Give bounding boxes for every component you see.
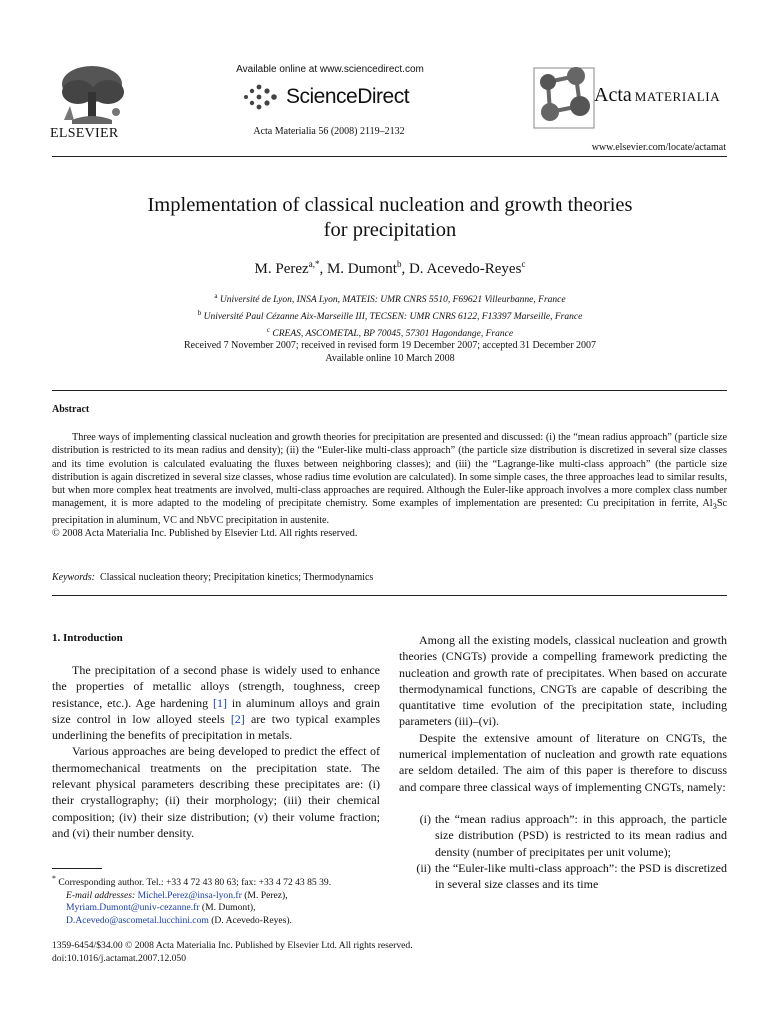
- affiliation-mark: b: [197, 309, 202, 318]
- affiliation-text: CREAS, ASCOMETAL, BP 70045, 57301 Hagondange, France: [272, 329, 514, 340]
- email-label: E-mail addresses:: [66, 889, 136, 901]
- author-separator: ,: [401, 261, 409, 277]
- title-line-2: for precipitation: [323, 219, 457, 241]
- intro-paragraph-4: Despite the extensive amount of literature on CNGTs, the numerical implementation of nucleation and growth rate equations are seldom detailed. The aim of this paper is therefore to discuss and compare three classical ways of implementing CNGTs, namely:: [399, 730, 727, 794]
- article-title: [60, 193, 720, 243]
- author-affiliation-mark[interactable]: c: [521, 259, 526, 269]
- page-footer: [52, 939, 413, 965]
- intro-paragraph-3: Among all the existing models, classical nucleation and growth theories (CNGTs) provide a compelling framework predicting the nucleation and growth rate of precipitates. When based on accurate thermodynamical functions, CNGTs are capable of describing the quantitative time evolution of the precipitation state, including parameters (iii)–(vi).: [399, 633, 727, 729]
- email-link[interactable]: D.Acevedo@ascometal.lucchini.com: [66, 914, 209, 926]
- abstract-top-rule: [52, 390, 727, 391]
- footnote-corresponding: [52, 873, 380, 927]
- list-text: the “mean radius approach”: in this approach, the particle size distribution (PSD) is restricted to its mean radius and density (number of precipitates per unit volume);: [435, 811, 727, 859]
- affiliation-text: Université Paul Cézanne Aix-Marseille III, TECSEN: UMR CNRS 6122, F13397 Marseille, France: [203, 312, 583, 323]
- email-link[interactable]: Michel.Perez@insa-lyon.fr: [137, 889, 242, 901]
- abstract-bottom-rule: [52, 595, 727, 596]
- elsevier-wordmark: ELSEVIER: [50, 126, 119, 141]
- footnote-text: (M. Perez),: [241, 889, 288, 901]
- keywords-text: Classical nucleation theory; Precipitation kinetics; Thermodynamics: [99, 572, 374, 583]
- abstract-text: Sc precipitation in aluminum, VC and NbVC precipitation in austenite.: [52, 498, 727, 526]
- abstract-subscript: 3: [712, 501, 717, 512]
- affiliations: [60, 290, 720, 341]
- affiliation-item: [60, 290, 720, 307]
- acta-materialia-molecule-logo: [528, 62, 600, 134]
- list-number: (i): [419, 811, 431, 826]
- author-affiliation-mark[interactable]: a,*: [308, 259, 320, 269]
- paragraph-text: are two typical examples underlining the benefits of precipitation in metals.: [52, 711, 380, 743]
- footnote-text: Corresponding author. Tel.: +33 4 72 43 80 63; fax: +33 4 72 43 85 39.: [56, 877, 332, 889]
- sciencedirect-logo: [240, 83, 409, 111]
- author-list: [60, 259, 720, 278]
- sciencedirect-dots-icon: [240, 83, 280, 111]
- footnote: [52, 873, 380, 927]
- abstract-text: Three ways of implementing classical nucleation and growth theories for precipitation are presented and discussed: (i) the “mean radius approach” (particle size distribution is restricted to its mean radius and density); (ii) the “Euler-like multi-class approach” (the particle size distribution is discretized in several size classes and its time evolution is calculated evaluating the fluxes between neighboring classes); and (iii) the “Lagrange-like multi-class approach” (the particle size distribution is again discretized in several size classes, whose radius time evolution are calculated). In some simple cases, the three approaches lead to similar results, but when more complex heat treatments are involved, multi-class approaches are required. Although the Euler-like approach involves a more complex class number management, it is more adapted to the modeling of precipitate chemistry. Some examples of implementation are presented: Cu precipitation in ferrite, Al: [52, 432, 727, 510]
- author-name: D. Acevedo-Reyes: [408, 261, 522, 277]
- reference-link[interactable]: [2]: [230, 711, 245, 726]
- paragraph-text: in aluminum alloys and grain size control in low alloyed steels: [52, 695, 380, 726]
- approach-list: [399, 811, 727, 892]
- intro-paragraph-1: [52, 662, 380, 743]
- email-link[interactable]: Myriam.Dumont@univ-cezanne.fr: [66, 902, 200, 914]
- abstract-heading: Abstract: [52, 404, 90, 415]
- doi-line[interactable]: doi:10.1016/j.actamat.2007.12.050: [52, 953, 187, 964]
- author-name: M. Dumont: [326, 261, 397, 277]
- journal-url[interactable]: www.elsevier.com/locate/actamat: [591, 142, 726, 153]
- footnote-text: (M. Dumont),: [199, 902, 256, 914]
- paragraph-text: The precipitation of a second phase is widely used to enhance the properties of metallic alloys (strength, toughness, creep resistance, etc.). Age hardening: [52, 663, 380, 710]
- available-online-text: Available online at www.sciencedirect.com: [236, 64, 424, 75]
- affiliation-text: Université de Lyon, INSA Lyon, MATEIS: UMR CNRS 5510, F69621 Villeurbanne, France: [219, 295, 566, 306]
- available-online-date: Available online 10 March 2008: [325, 353, 455, 364]
- list-item: [399, 811, 727, 860]
- received-dates: Received 7 November 2007; received in revised form 19 December 2007; accepted 31 December 2007: [183, 340, 597, 351]
- abstract-copyright: © 2008 Acta Materialia Inc. Published by Elsevier Ltd. All rights reserved.: [52, 528, 358, 540]
- article-history: [60, 339, 720, 365]
- left-column: [52, 662, 380, 841]
- keywords: [52, 572, 373, 583]
- affiliation-mark: a: [214, 292, 218, 300]
- list-number: (ii): [416, 860, 431, 875]
- affiliation-mark: c: [266, 326, 271, 335]
- author-affiliation-mark[interactable]: b: [396, 259, 402, 269]
- acta-materialia-wordmark: [594, 84, 720, 107]
- list-item: [399, 860, 727, 893]
- section-heading-introduction: 1. Introduction: [52, 632, 123, 644]
- footnote-text: (D. Acevedo-Reyes).: [208, 914, 292, 926]
- author-name: M. Perez: [254, 261, 309, 277]
- abstract-paragraph: [52, 431, 727, 527]
- footnote-mark: *: [52, 874, 56, 883]
- abstract-body: [52, 431, 727, 540]
- header-rule: [52, 156, 727, 157]
- footnote-rule: [52, 868, 102, 869]
- journal-reference: Acta Materialia 56 (2008) 2119–2132: [253, 126, 405, 137]
- right-column: [399, 632, 727, 892]
- reference-link[interactable]: [1]: [213, 695, 228, 710]
- author-separator: ,: [319, 261, 327, 277]
- sciencedirect-wordmark: ScienceDirect: [286, 85, 410, 108]
- list-text: the “Euler-like multi-class approach”: the PSD is discretized in several size classes and its time: [435, 860, 727, 892]
- intro-paragraph-2: Various approaches are being developed to predict the effect of thermomechanical treatments on the precipitation state. The relevant physical parameters describing these precipitates are: (i) their crystallography; (ii) their morphology; (iii) their chemical composition; (iv) their size distribution; (v) their volume fraction; and (vi) their number density.: [52, 744, 380, 840]
- acta-name: Acta: [594, 84, 632, 106]
- keywords-label: Keywords:: [52, 572, 95, 583]
- affiliation-item: [60, 307, 720, 324]
- issn-line: 1359-6454/$34.00 © 2008 Acta Materialia Inc. Published by Elsevier Ltd. All rights reserved.: [52, 940, 413, 951]
- materialia-name: MATERIALIA: [634, 89, 721, 104]
- title-line-1: Implementation of classical nucleation and growth theories: [147, 194, 633, 216]
